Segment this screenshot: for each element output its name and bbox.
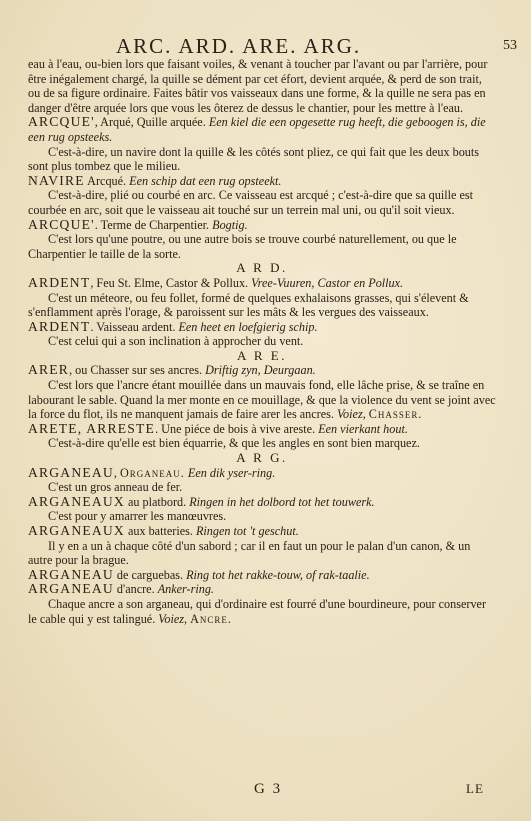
headword: ARDENT <box>28 318 91 334</box>
entry-heading <box>28 495 496 510</box>
text-run: . Terme de Charpentier. <box>94 217 213 232</box>
text-run: A R D. <box>236 260 288 276</box>
text-run: C'est-à-dire, un navire dont la quille & les côtés sont pliez, ce qui fait que les deux bouts sont plus tombez que le milieu. <box>28 144 480 174</box>
text-run: aux batteries. <box>124 524 196 538</box>
dutch-translation: Ringen tot 't geschut. <box>195 524 299 538</box>
headword: ARER <box>28 362 70 378</box>
entry-heading <box>28 582 496 597</box>
text-run: C'est celui qui a son inclination à approcher du vent. <box>48 334 304 349</box>
definition-paragraph <box>28 480 496 495</box>
text-run: C'est-à-dire qu'elle est bien équarrie, & que les angles en sont bien marquez. <box>48 436 420 451</box>
text-run: , Feu St. Elme, Castor & Pollux. <box>90 275 252 290</box>
headword: ARGANEAUX <box>28 523 125 538</box>
page-number: 53 <box>503 38 517 53</box>
headword: ARGANEAU <box>28 581 114 597</box>
headword: ARGANEAU <box>28 464 114 480</box>
text-run: A R E. <box>236 347 288 363</box>
entry-heading <box>28 568 496 583</box>
headword: ARDENT <box>28 274 91 290</box>
section-heading <box>28 451 496 466</box>
dutch-translation: Voiez <box>336 407 363 422</box>
headword: ARCQUE' <box>28 216 95 232</box>
cross-reference: Organeau. <box>119 465 185 480</box>
page-header <box>0 34 531 58</box>
definition-paragraph <box>28 145 496 174</box>
text-run: A R G. <box>236 450 288 466</box>
text-run: C'est un méteore, ou feu follet, formé de quelques exhalaisons grasses, qui s'élevent & s'enflamment après l'orage, & paroissent sur les mâts & les vergues des vaisseaux. <box>28 290 469 320</box>
dutch-translation: Ring tot het rakke-touw, of rak-taalie. <box>186 567 370 582</box>
text-run: C'est lors qu'une poutre, ou une autre bois se trouve courbé naturellement, ou que le Charpentier le taille de la sorte. <box>28 232 457 261</box>
definition-paragraph <box>28 232 496 261</box>
dutch-translation: Een kiel die een opgesette rug heeft, die geboogen is, die een rug opsteeks. <box>28 115 486 144</box>
text-run: Il y en a un à chaque côté d'un sabord ; car il en faut un pour le palan d'un canon, & un autre pour la brague. <box>28 538 471 568</box>
entry-heading <box>28 466 496 481</box>
dutch-translation: Anker-ring. <box>157 582 214 597</box>
definition-paragraph <box>28 597 496 626</box>
running-head: ARC. ARD. ARE. ARG. <box>116 34 362 58</box>
definition-paragraph <box>28 539 496 568</box>
text-run: . Une piéce de bois à vive areste. <box>155 421 319 436</box>
text-run: C'est lors que l'ancre étant mouillée dans un mauvais fond, elle lâche prise, & se traîne en labourant le sable. Quand la mer monte en ce mouillage, & que la violence du vent se joint avec la force du flot, ils ne manquent jamais de faire arer les ancres. <box>28 378 496 422</box>
catchword: LE <box>466 781 484 796</box>
cross-reference: Chasser. <box>368 407 423 422</box>
text-run: C'est pour y amarrer les manœuvres. <box>48 509 227 524</box>
text-run: eau à l'eau, ou-bien lors que faisant voiles, & venant à toucher par l'avant ou par l'arrière, pour être inégalement chargé, la quille se dément par cet éfort, devient arquée, & perd de son trait, ou de sa figure ordinaire. Faites bâtir vos vaisseaux dans une forme, & la quille ne sera pas en danger d'être arquée lors que vous les ôterez de dessus le chantier, pour les mettre à l'eau. <box>28 57 488 115</box>
text-run: de carguebas. <box>113 567 187 582</box>
entry-heading <box>28 524 496 539</box>
text-run: , <box>362 407 369 422</box>
text-run: C'est-à-dire, plié ou courbé en arc. Ce vaisseau est arcqué ; c'est-à-dire que sa quille est courbée en arc, soit que le vaisseau ait touché sur un terrein mal uni, ou qu'il soit vieux. <box>28 188 474 217</box>
entry-heading <box>28 115 496 144</box>
cross-reference: Ancre. <box>190 611 232 626</box>
dutch-translation: Bogtig. <box>212 217 248 232</box>
dutch-translation: Driftig zyn, Deurgaan. <box>205 363 316 378</box>
text-run: au platbord. <box>124 494 190 509</box>
text-run: , <box>113 465 120 480</box>
entry-heading <box>28 218 496 233</box>
text-run: , Arqué, Quille arquée. <box>94 115 209 130</box>
headword: ARGANEAU <box>28 566 114 582</box>
text-run: , ou Chasser sur ses ancres. <box>69 363 206 378</box>
dutch-translation: Vree-Vuuren, Castor en Pollux. <box>251 275 404 290</box>
definition-paragraph <box>28 291 496 320</box>
body-paragraph <box>28 57 496 115</box>
definition-paragraph <box>28 334 496 349</box>
dutch-translation: Een heet en loefgierig schip. <box>178 319 318 334</box>
section-heading <box>28 261 496 276</box>
dutch-translation: Een vierkant hout. <box>318 421 408 436</box>
text-run: C'est un gros anneau de fer. <box>48 480 183 495</box>
entry-heading <box>28 276 496 291</box>
page-footer <box>0 781 531 801</box>
dutch-translation: Een dik yser-ring. <box>187 465 276 480</box>
dutch-translation: Voiez <box>158 611 185 626</box>
text-run: . Vaisseau ardent. <box>90 319 179 334</box>
text-run: Chaque ancre a son arganeau, qui d'ordinaire est fourré d'une bourdineure, pour conserver le cable qui y est talingué. <box>28 596 487 626</box>
dutch-translation: Een schip dat een rug opsteekt. <box>129 173 282 188</box>
text-run: , <box>184 611 191 626</box>
entry-heading <box>28 422 496 437</box>
entry-heading <box>28 174 496 189</box>
dictionary-text <box>28 57 496 626</box>
headword: ARGANEAUX <box>28 493 125 509</box>
dutch-translation: Ringen in het dolbord tot het touwerk. <box>189 494 375 509</box>
entry-heading <box>28 363 496 378</box>
section-heading <box>28 349 496 364</box>
text-run: Arcqué. <box>84 173 130 188</box>
definition-paragraph <box>28 509 496 524</box>
signature-mark: G 3 <box>254 781 283 797</box>
text-run: d'ancre. <box>113 582 158 597</box>
entry-heading <box>28 320 496 335</box>
definition-paragraph <box>28 378 496 422</box>
definition-paragraph <box>28 436 496 451</box>
headword: NAVIRE <box>28 172 85 188</box>
headword: ARETE, ARRESTE <box>28 420 156 436</box>
definition-paragraph <box>28 188 496 217</box>
headword: ARCQUE' <box>28 114 95 130</box>
